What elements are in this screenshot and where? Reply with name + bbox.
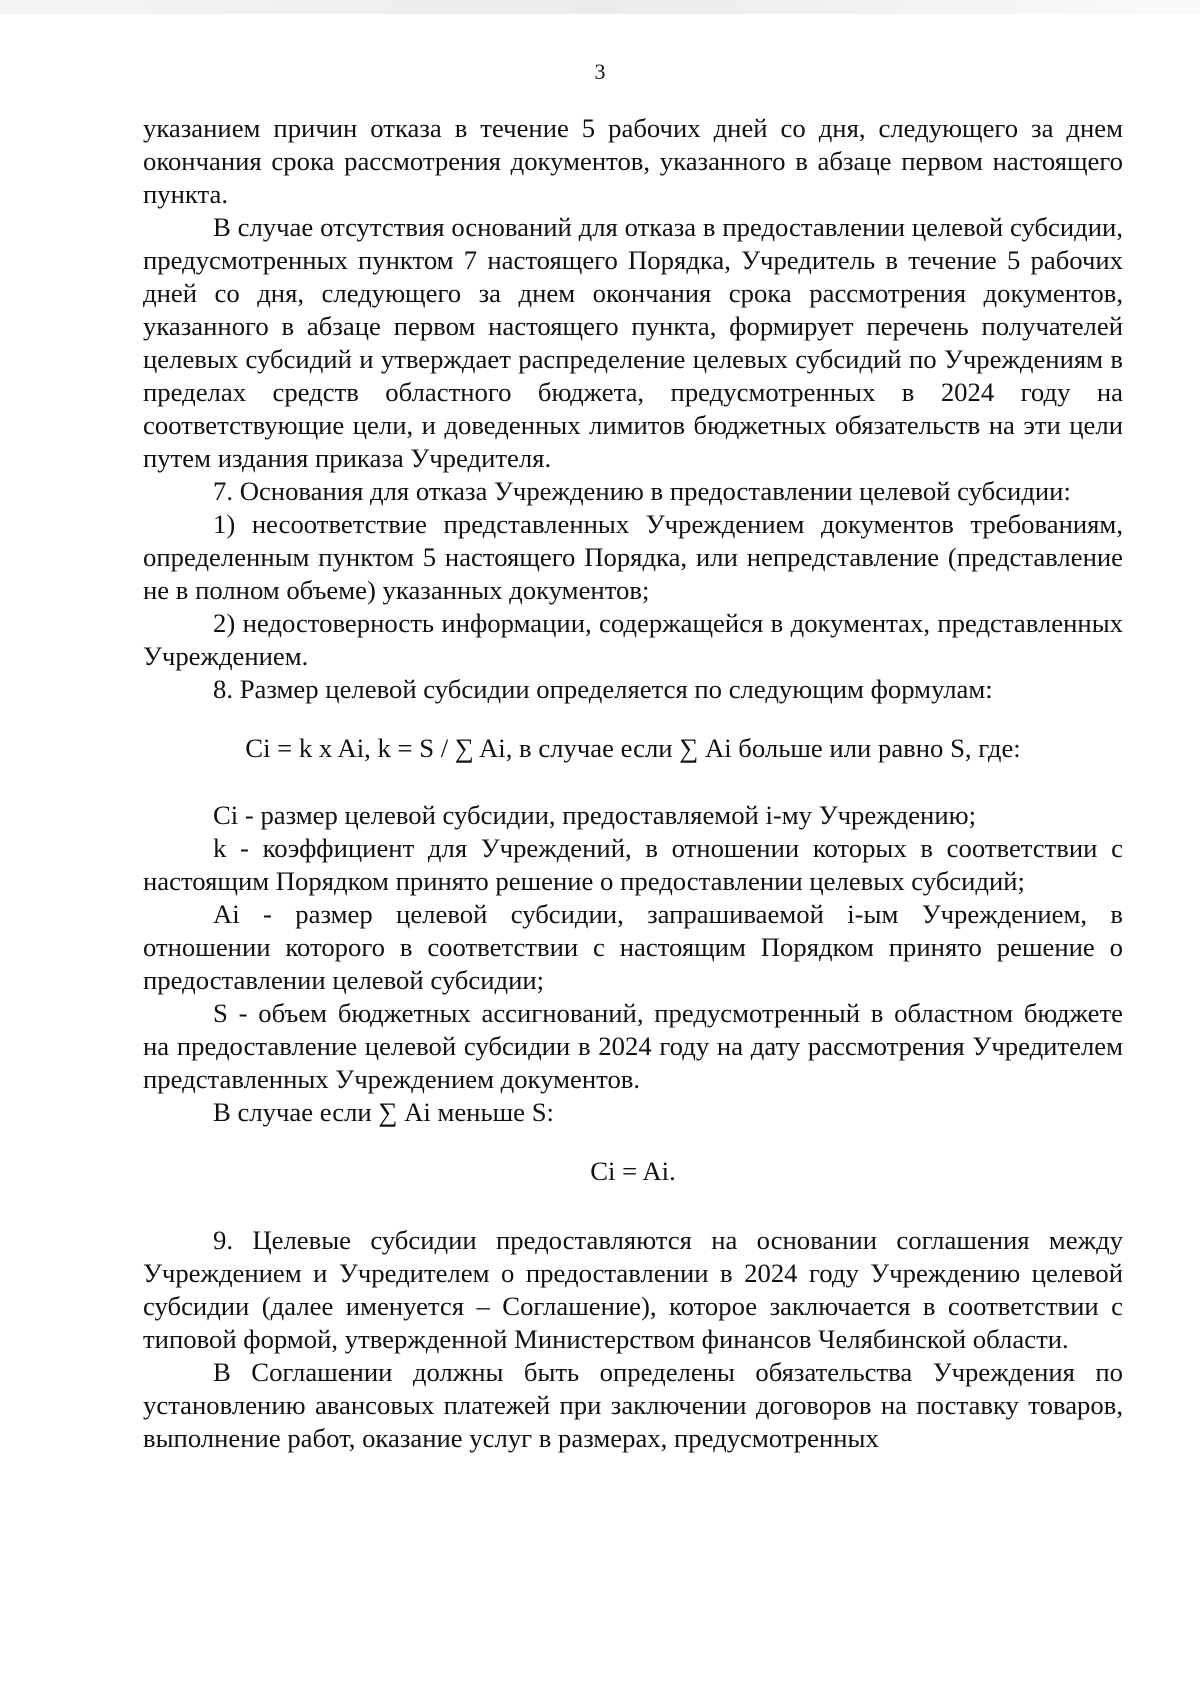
- definition-k: k - коэффициент для Учреждений, в отношении которых в соответствии с настоящим Порядком принято решение о предоставлении целевых субсидий;: [143, 833, 1123, 896]
- paragraph-continuation: указанием причин отказа в течение 5 рабочих дней со дня, следующего за днем окончания срока рассмотрения документов, указанного в абзаце первом настоящего пункта.: [143, 113, 1123, 209]
- condition-less-than-s: В случае если ∑ Ai меньше S:: [213, 1097, 554, 1127]
- scan-top-edge: [0, 0, 1200, 14]
- paragraph-8: 8. Размер целевой субсидии определяется по следующим формулам:: [213, 674, 993, 704]
- page-number: 3: [594, 59, 606, 84]
- formula-main: Ci = k x Ai, k = S / ∑ Ai, в случае если ∑ Ai больше или равно S, где:: [245, 733, 1021, 763]
- definition-s: S - объем бюджетных ассигнований, предусмотренный в областном бюджете на предоставление целевой субсидии в 2024 году на дату рассмотрения Учредителем представленных Учреждением документов.: [143, 998, 1123, 1094]
- paragraph-absence-of-grounds: В случае отсутствия оснований для отказа в предоставлении целевой субсидии, предусмотренных пунктом 7 настоящего Порядка, Учредитель в течение 5 рабочих дней со дня, следующего за днем окончания срока рассмотрения документов, указанного в абзаце первом настоящего пункта, формирует перечень получателей целевых субсидий и утверждает распределение целевых субсидий по Учреждениям в пределах средств областного бюджета, предусмотренных в 2024 году на соответствующие цели, и доведенных лимитов бюджетных обязательств на эти цели путем издания приказа Учредителя.: [143, 212, 1123, 473]
- formula-alternate: Ci = Ai.: [590, 1156, 676, 1186]
- definition-ci: Ci - размер целевой субсидии, предоставляемой i-му Учреждению;: [213, 800, 976, 830]
- paragraph-9: 9. Целевые субсидии предоставляются на основании соглашения между Учреждением и Учредителем о предоставлении в 2024 году Учреждению целевой субсидии (далее именуется – Соглашение), которое заключается в соответствии с типовой формой, утвержденной Министерством финансов Челябинской области.: [143, 1225, 1123, 1354]
- document-body: [143, 112, 1123, 1455]
- paragraph-7: 7. Основания для отказа Учреждению в предоставлении целевой субсидии:: [213, 476, 1071, 506]
- paragraph-agreement-obligations: В Соглашении должны быть определены обязательства Учреждения по установлению авансовых платежей при заключении договоров на поставку товаров, выполнение работ, оказание услуг в размерах, предусмотренных: [143, 1357, 1123, 1453]
- paragraph-7-item-2: 2) недостоверность информации, содержащейся в документах, представленных Учреждением.: [143, 608, 1123, 671]
- paragraph-7-item-1: 1) несоответствие представленных Учреждением документов требованиям, определенным пунктом 5 настоящего Порядка, или непредставление (представление не в полном объеме) указанных документов;: [143, 509, 1123, 605]
- definition-ai: Ai - размер целевой субсидии, запрашиваемой i-ым Учреждением, в отношении которого в соответствии с настоящим Порядком принято решение о предоставлении целевой субсидии;: [143, 899, 1123, 995]
